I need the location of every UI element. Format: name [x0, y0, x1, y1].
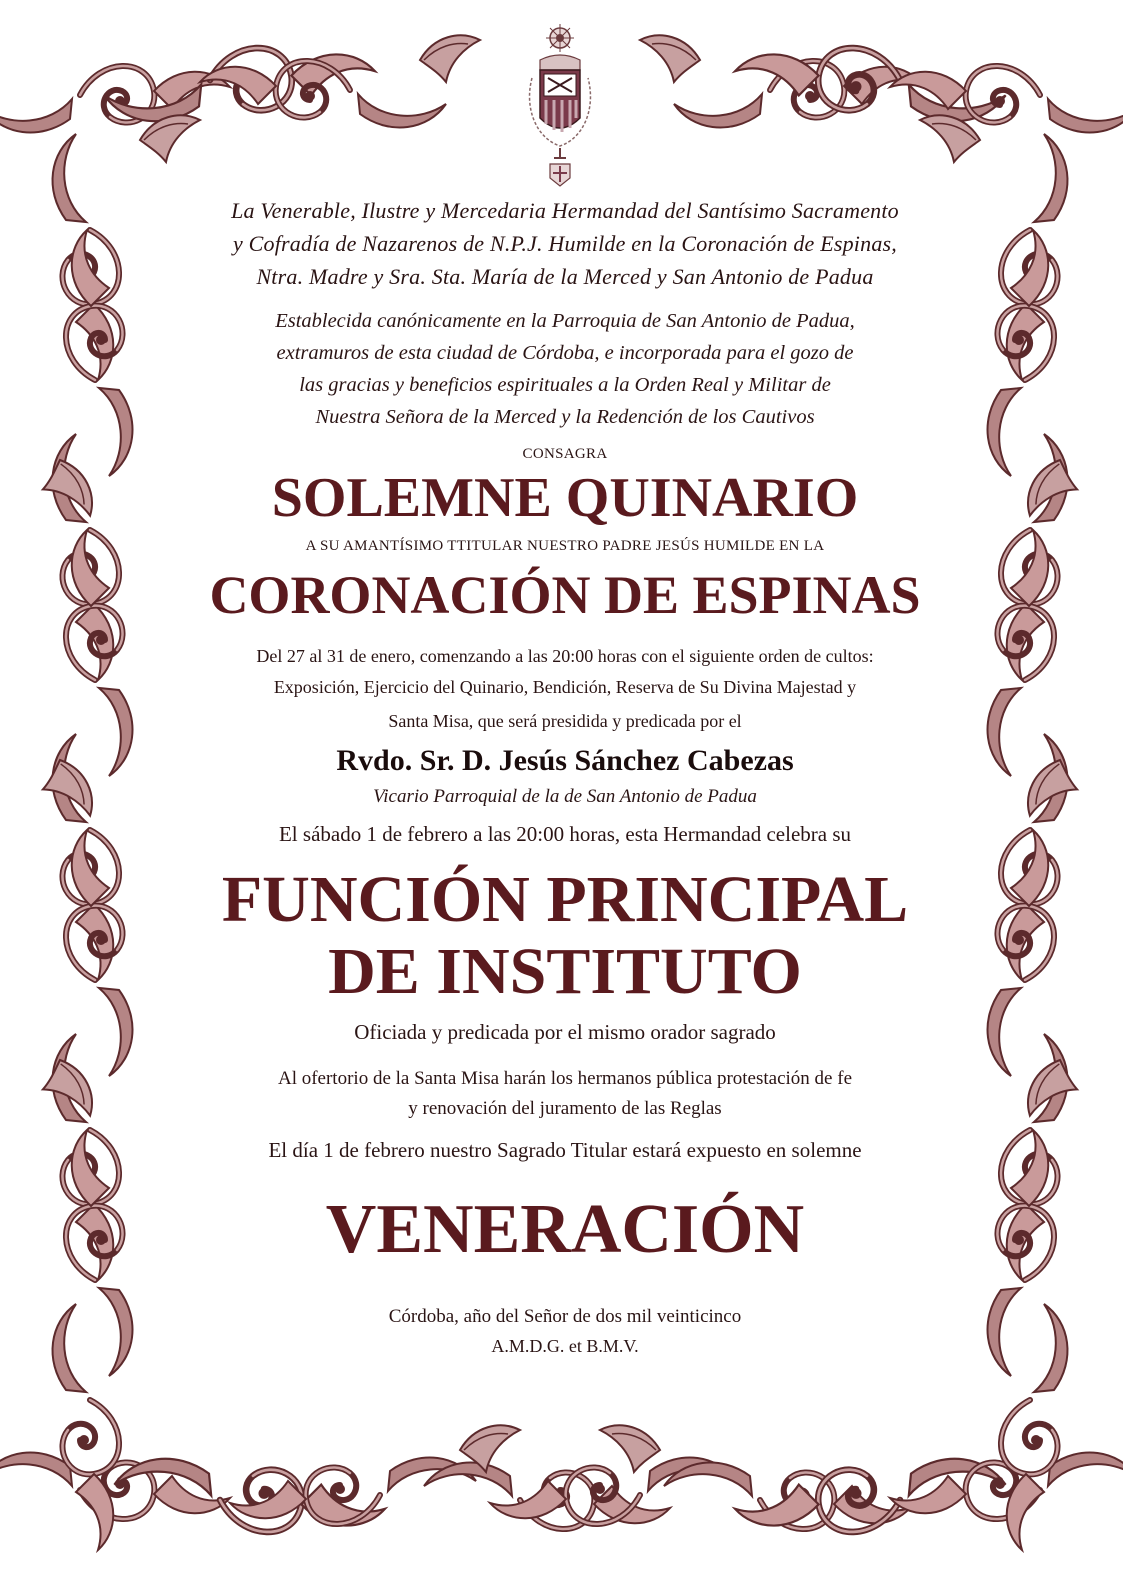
intro-line-3: Ntra. Madre y Sra. Sta. María de la Merced y San Antonio de Padua — [256, 264, 874, 289]
bottom-border-ornament — [0, 1425, 1123, 1532]
quinario-subtitle: CORONACIÓN DE ESPINAS — [209, 565, 921, 625]
left-border-ornament — [38, 134, 132, 1550]
preacher-role: Vicario Parroquial de la de San Antonio de Padua — [373, 786, 757, 807]
offertory-line-1: Al ofertorio de la Santa Misa harán los hermanos pública protestación de fe — [277, 1068, 853, 1089]
funcion-title-line-2: DE INSTITUTO — [328, 935, 802, 1008]
established-line-4: Nuestra Señora de la Merced y la Redención de los Cautivos — [315, 406, 815, 428]
quinario-title: SOLEMNE QUINARIO — [271, 467, 859, 529]
right-border-ornament — [988, 134, 1082, 1550]
schedule-line-1: Del 27 al 31 de enero, comenzando a las 20:00 horas con el siguiente orden de cultos: — [256, 646, 874, 666]
brotherhood-coat-of-arms-icon — [510, 18, 610, 188]
established-line-3: las gracias y beneficios espirituales a la Orden Real y Militar de — [299, 374, 831, 396]
preacher-name: Rvdo. Sr. D. Jesús Sánchez Cabezas — [336, 744, 794, 777]
intro-line-2: y Cofradía de Nazarenos de N.P.J. Humilde en la Coronación de Espinas, — [233, 231, 897, 256]
offertory-line-2: y renovación del juramento de las Reglas — [408, 1098, 722, 1119]
place-date-line: Córdoba, año del Señor de dos mil veinticinco — [388, 1306, 742, 1327]
veneracion-intro: El día 1 de febrero nuestro Sagrado Titular estará expuesto en solemne — [268, 1138, 862, 1162]
veneracion-title: VENERACIÓN — [325, 1191, 805, 1268]
established-line-2: extramuros de esta ciudad de Córdoba, e incorporada para el gozo de — [276, 342, 854, 364]
consagra-label: CONSAGRA — [522, 446, 608, 462]
funcion-title-line-1: FUNCIÓN PRINCIPAL — [221, 863, 909, 936]
funcion-intro: El sábado 1 de febrero a las 20:00 horas, esta Hermandad celebra su — [278, 822, 852, 846]
officiated-line: Oficiada y predicada por el mismo orador sagrado — [354, 1020, 776, 1044]
dedication-line: A SU AMANTÍSIMO TTITULAR NUESTRO PADRE JESÚS HUMILDE EN LA — [305, 538, 825, 554]
schedule-line-3: Santa Misa, que será presidida y predicada por el — [388, 711, 742, 731]
intro-line-1: La Venerable, Ilustre y Mercedaria Hermandad del Santísimo Sacramento — [231, 198, 899, 223]
schedule-line-2: Exposición, Ejercicio del Quinario, Bendición, Reserva de Su Divina Majestad y — [273, 677, 857, 697]
established-line-1: Establecida canónicamente en la Parroquia de San Antonio de Padua, — [275, 310, 855, 332]
motto-line: A.M.D.G. et B.M.V. — [491, 1336, 639, 1356]
